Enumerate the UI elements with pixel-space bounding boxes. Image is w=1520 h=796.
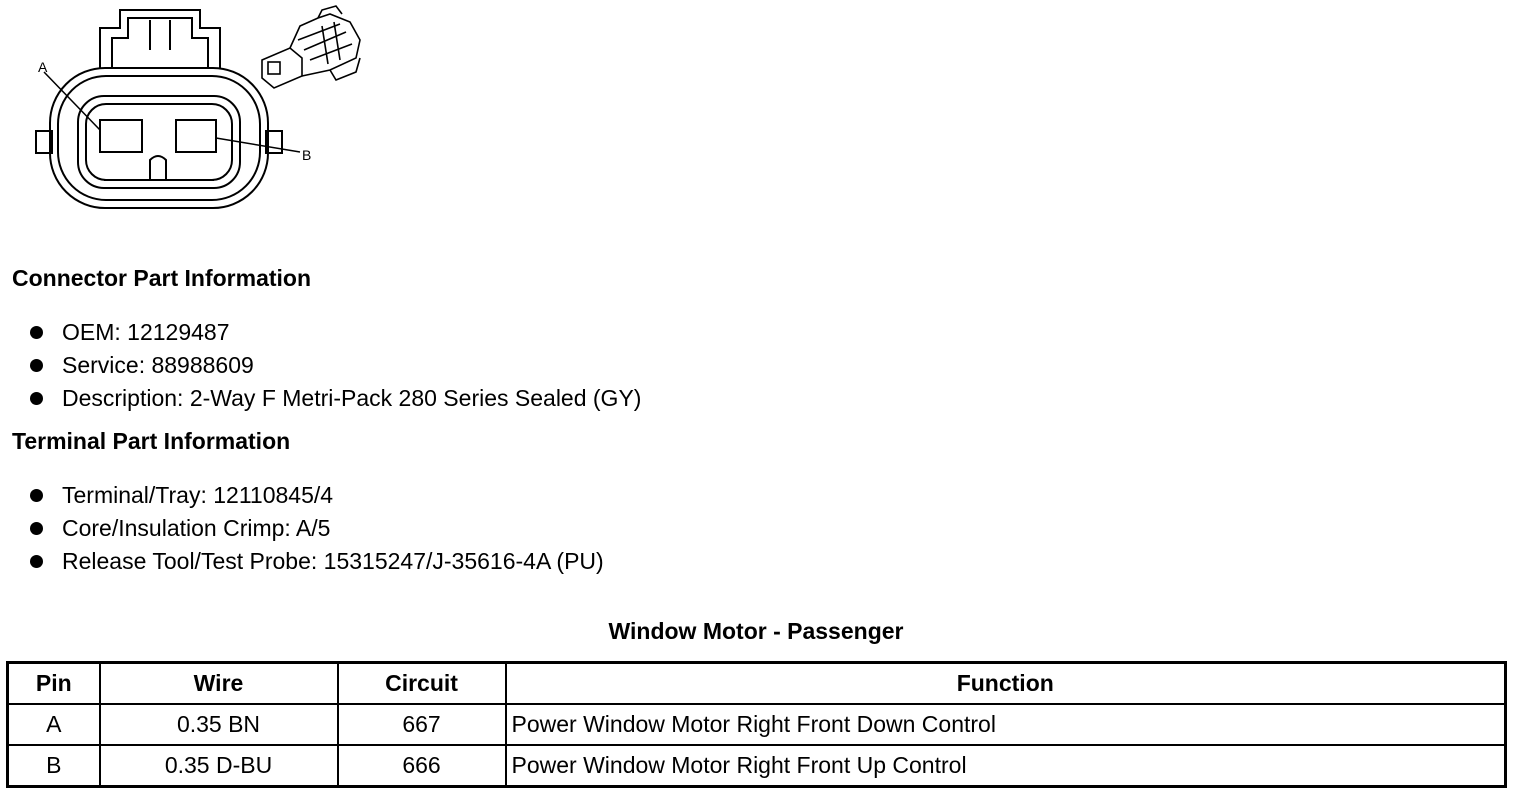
table-row bbox=[8, 704, 1506, 745]
terminal-part-heading: Terminal Part Information bbox=[12, 428, 291, 454]
bullet-icon bbox=[30, 522, 43, 535]
wire-cell: 0.35 BN bbox=[100, 704, 338, 745]
connector-part-heading: Connector Part Information bbox=[12, 265, 312, 291]
pinout-table bbox=[6, 661, 1507, 788]
table-row bbox=[8, 745, 1506, 787]
column-header-pin: Pin bbox=[8, 663, 100, 705]
column-header-circuit: Circuit bbox=[338, 663, 506, 705]
list-item: Service: 88988609 bbox=[0, 349, 641, 382]
list-item: Terminal/Tray: 12110845/4 bbox=[0, 479, 604, 512]
pin-cell: B bbox=[8, 745, 100, 787]
terminal-part-list bbox=[0, 479, 604, 578]
list-item: Release Tool/Test Probe: 15315247/J-35616-4A (PU) bbox=[0, 545, 604, 578]
list-item: Description: 2-Way F Metri-Pack 280 Series Sealed (GY) bbox=[0, 382, 641, 415]
bullet-icon bbox=[30, 326, 43, 339]
bullet-icon bbox=[30, 489, 43, 502]
pin-label-b: B bbox=[302, 147, 312, 163]
pin-label-a: A bbox=[38, 59, 48, 75]
function-cell: Power Window Motor Right Front Down Control bbox=[506, 704, 1506, 745]
bullet-icon bbox=[30, 555, 43, 568]
list-item: OEM: 12129487 bbox=[0, 316, 641, 349]
connector-diagram bbox=[0, 0, 380, 220]
circuit-cell: 667 bbox=[338, 704, 506, 745]
bullet-icon bbox=[30, 359, 43, 372]
table-header-row bbox=[8, 663, 1506, 705]
pin-cell: A bbox=[8, 704, 100, 745]
bullet-icon bbox=[30, 392, 43, 405]
circuit-cell: 666 bbox=[338, 745, 506, 787]
column-header-wire: Wire bbox=[100, 663, 338, 705]
table-caption: Window Motor - Passenger bbox=[608, 618, 904, 644]
wire-cell: 0.35 D-BU bbox=[100, 745, 338, 787]
column-header-function: Function bbox=[506, 663, 1506, 705]
connector-part-list bbox=[0, 316, 641, 415]
connector-illustration-icon bbox=[262, 6, 360, 88]
function-cell: Power Window Motor Right Front Up Control bbox=[506, 745, 1506, 787]
list-item: Core/Insulation Crimp: A/5 bbox=[0, 512, 604, 545]
